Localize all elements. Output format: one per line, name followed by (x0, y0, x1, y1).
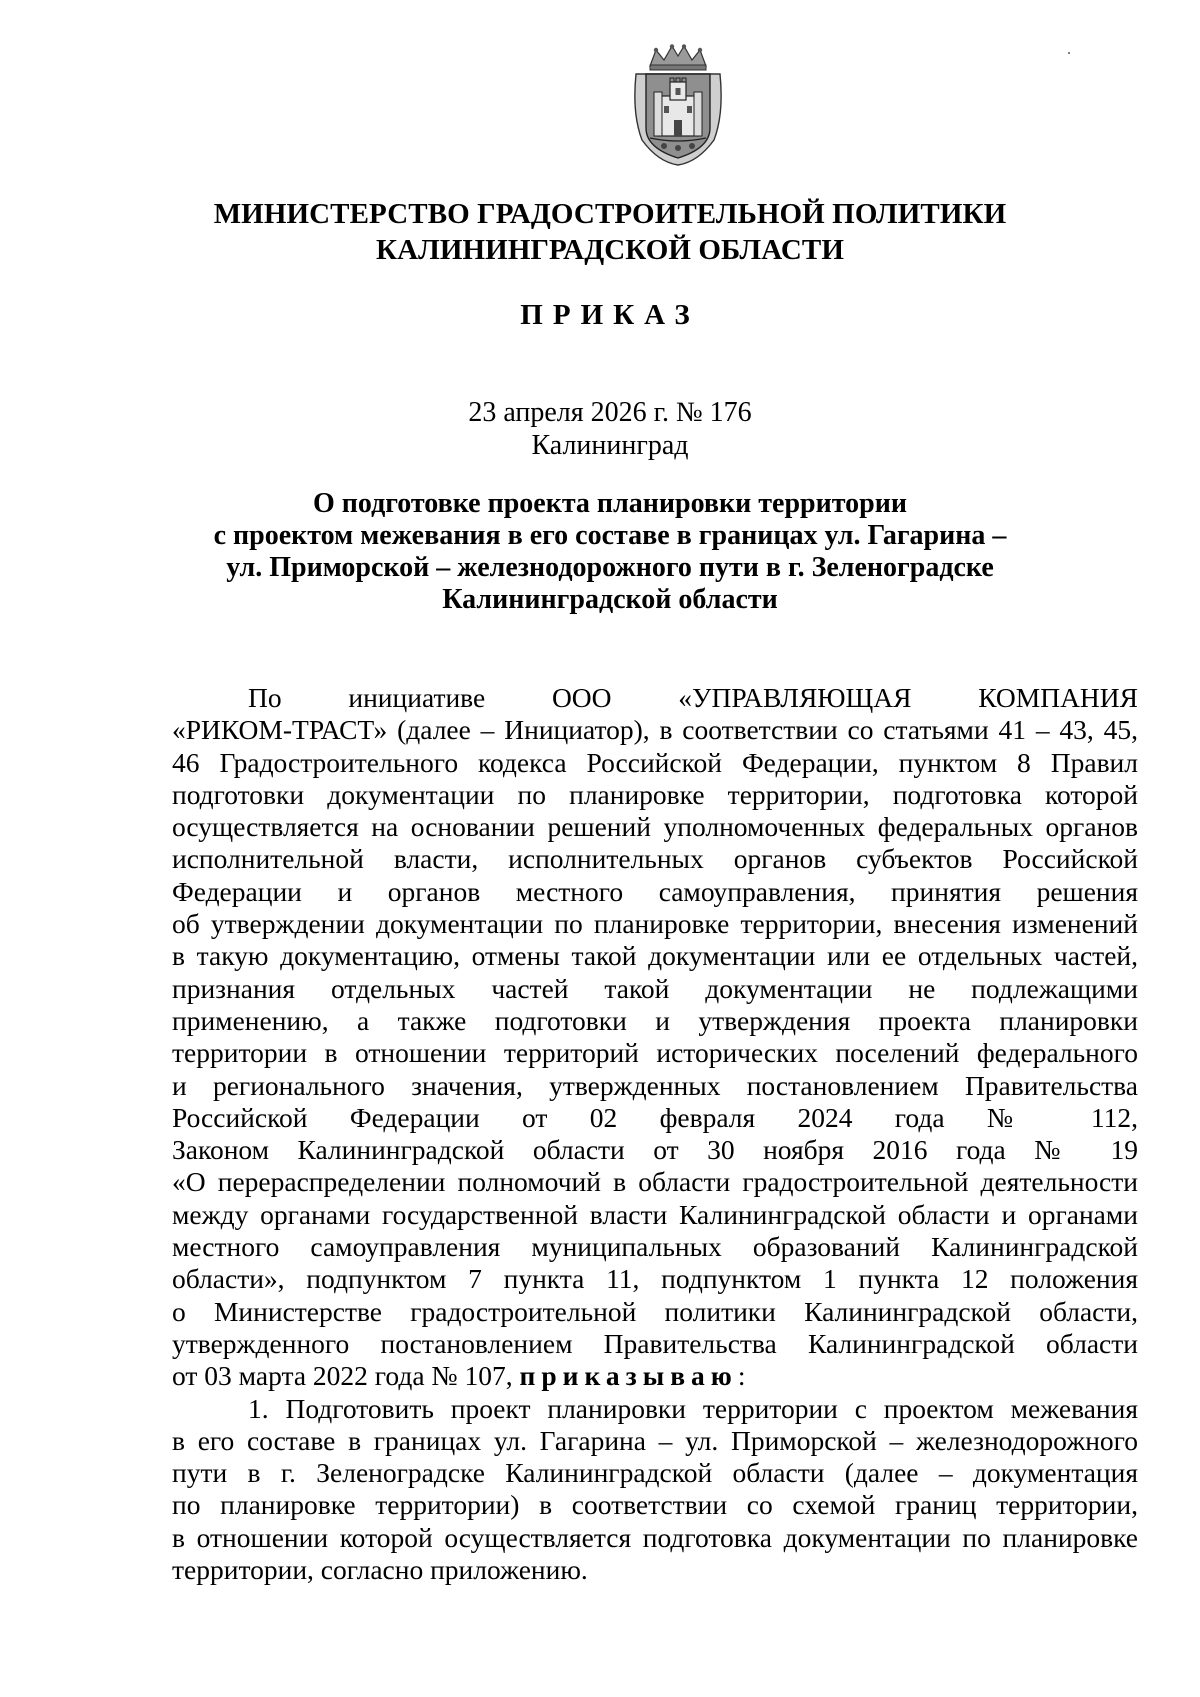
document-type: ПРИКАЗ (520, 299, 700, 331)
preamble-line: Законом Калининградской области от 30 ноября 2016 года № 19 (172, 1134, 1138, 1166)
item1-line: пути в г. Зеленоградске Калининградской области (далее – документация (172, 1457, 1138, 1489)
preamble-line: подготовки документации по планировке территории, подготовка которой (172, 778, 1138, 810)
subject-line-2: с проектом межевания в его составе в границах ул. Гагарина – (213, 520, 1007, 551)
item1-line: по планировке территории) в соответствии со схемой границ территории, (172, 1489, 1138, 1521)
preamble-line: исполнительной власти, исполнительных органов субъектов Российской (172, 843, 1138, 875)
item1-line: 1. Подготовить проект планировки территории с проектом межевания (248, 1392, 1138, 1424)
order-word: приказываю (519, 1360, 738, 1392)
coat-of-arms-icon (628, 44, 728, 166)
subject-line-4: Калининградской области (442, 584, 778, 615)
subject-line-3: ул. Приморской – железнодорожного пути в г. Зеленоградске (226, 552, 994, 583)
item1-line: в его составе в границах ул. Гагарина – ул. Приморской – железнодорожного (172, 1424, 1138, 1456)
city: Калининград (531, 430, 689, 461)
order-subject (160, 488, 1060, 616)
preamble-line: применению, а также подготовки и утверждения проекта планировки (172, 1004, 1138, 1036)
ministry-line-1: МИНИСТЕРСТВО ГРАДОСТРОИТЕЛЬНОЙ ПОЛИТИКИ (213, 198, 1007, 230)
scan-speck (1068, 52, 1070, 54)
order-body (172, 682, 1138, 1586)
item-1-paragraph (172, 1393, 1138, 1587)
preamble-line: территории в отношении территорий исторических поселений федерального (172, 1037, 1138, 1069)
preamble-line: области», подпунктом 7 пункта 11, подпунктом 1 пункта 12 положения (172, 1263, 1138, 1295)
preamble-line: и регионального значения, утвержденных постановлением Правительства (172, 1069, 1138, 1101)
preamble-paragraph (172, 682, 1138, 1360)
preamble-line: Российской Федерации от 02 февраля 2024 года № 112, (172, 1101, 1138, 1133)
preamble-line: в такую документацию, отмены такой документации или ее отдельных частей, (172, 940, 1138, 972)
order-colon: : (737, 1360, 746, 1392)
preamble-line: осуществляется на основании решений уполномоченных федеральных органов (172, 811, 1138, 843)
preamble-line: «РИКОМ-ТРАСТ» (далее – Инициатор), в соответствии со статьями 41 – 43, 45, (172, 714, 1138, 746)
item1-line: территории, согласно приложению. (172, 1554, 588, 1586)
preamble-line: Федерации и органов местного самоуправления, принятия решения (172, 875, 1138, 907)
ministry-line-2: КАЛИНИНГРАДСКОЙ ОБЛАСТИ (375, 234, 845, 266)
preamble-line: признания отдельных частей такой документации не подлежащими (172, 972, 1138, 1004)
preamble-line: утвержденного постановлением Правительства Калининградской области (172, 1327, 1138, 1359)
preamble-line: По инициативе ООО «УПРАВЛЯЮЩАЯ КОМПАНИЯ (248, 682, 1138, 713)
ministry-name (160, 196, 1060, 268)
subject-line-1: О подготовке проекта планировки территории (312, 488, 907, 519)
preamble-line: о Министерстве градостроительной политики Калининградской области, (172, 1295, 1138, 1327)
preamble-line: 46 Градостроительного кодекса Российской Федерации, пунктом 8 Правил (172, 746, 1138, 778)
preamble-last-prefix: от 03 марта 2022 года № 107, (172, 1360, 520, 1392)
date-number: 23 апреля 2026 г. № 176 (468, 397, 752, 428)
preamble-line: об утверждении документации по планировке территории, внесения изменений (172, 908, 1138, 940)
preamble-line: местного самоуправления муниципальных образований Калининградской (172, 1231, 1138, 1263)
item1-line: в отношении которой осуществляется подготовка документации по планировке (172, 1521, 1138, 1553)
preamble-line: «О перераспределении полномочий в области градостроительной деятельности (172, 1166, 1138, 1198)
date-and-place (160, 396, 1060, 462)
preamble-line: между органами государственной власти Калининградской области и органами (172, 1198, 1138, 1230)
preamble-last-line (172, 1360, 1138, 1392)
